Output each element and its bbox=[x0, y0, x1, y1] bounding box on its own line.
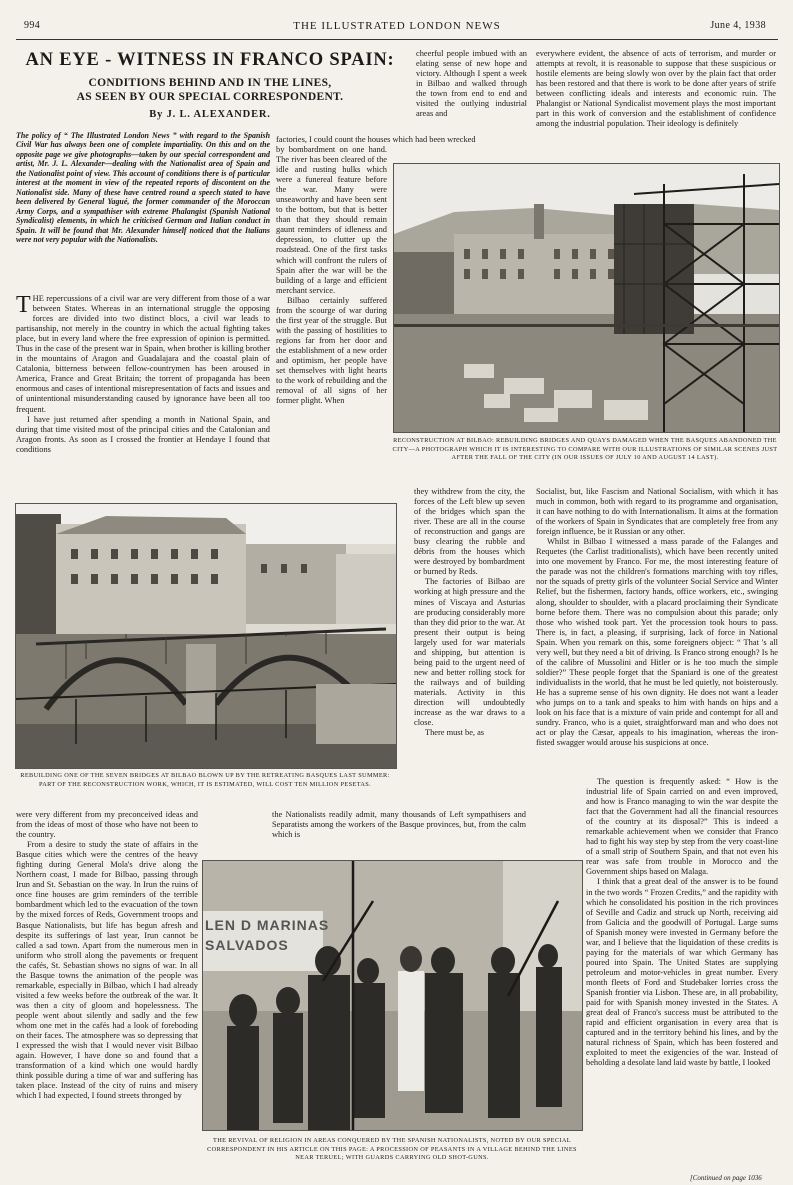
photo-religious-procession bbox=[202, 860, 583, 1131]
middle-column-paragraph-1: they withdrew from the city, the forces of the Left blew up seven of the bridges which span the river. These are all in the course of reconstruction and gangs are busy clearing the rubble and débris from the houses which were destroyed by bombardment or burned by Reds. bbox=[414, 487, 525, 577]
caption-photo-3: THE REVIVAL OF RELIGION IN AREAS CONQUERED BY THE SPANISH NATIONALISTS, NOTED BY OUR SPECIAL CORRESPONDENT IN HIS ARTICLE ON THIS PAGE: A PROCESSION OF PEASANTS IN A VILLAGE BEHIND THE LINES NEAR TERUEL; WITH GUARDS CARRYING OLD SHOT-GUNS. bbox=[207, 1137, 577, 1162]
column-2-paragraph-1: by bombardment on one hand. The river has been cleared of the idle and rusting hulks which were a funereal feature before the war. Many were unseaworthy and have been sent to the bottom, but that is better than that they should remain gaunt reminders of idleness and depression, to clutter up the roadstead. One of the first tasks which will confront the rulers of Spain after the war will be the building of a large and efficient merchant service. bbox=[276, 145, 387, 295]
middle-column-text bbox=[414, 487, 525, 738]
lower-left-column-text bbox=[16, 810, 198, 1101]
column-2-paragraph-2: Bilbao certainly suffered from the scourge of war during the first year of the struggle. But with the passing of hostilities to regions far from her door and the establishment of a new order and optimism, her people have set themselves with light hearts to the work of rebuilding and the removal of all signs of her former plight. When bbox=[276, 295, 387, 406]
intro-paragraph: The policy of “ The Illustrated London News ” with regard to the Spanish Civil War has always been one of complete impartiality. On this and on the opposite page we give photographs—taken by our special correspondent and artist, Mr. J. L. Alexander—dealing with the Nationalist area of Spain and the Nationalist point of view. This account of conditions there is of particular interest at the moment in view of the repeated reports of discontent on the Nationalist side. Many of these have centred round a speech stated to have been delivered by General Yagué, the former commander of the Moroccan Army Corps, and a sympathiser with extreme Phalangist (Spanish National Syndicalist) elements, in which he criticised German and Italian conduct in Spain. It will be found that Mr. Alexander himself noticed that the Italians were not very popular with the Nationalists. bbox=[16, 131, 270, 244]
photo-bilbao-reconstruction bbox=[393, 163, 780, 433]
page-number: 994 bbox=[24, 20, 41, 31]
caption-photo-1: RECONSTRUCTION AT BILBAO: REBUILDING BRIDGES AND QUAYS DAMAGED WHEN THE BASQUES ABANDONED THE CITY—A PHOTOGRAPH WHICH IT IS INTERESTING TO COMPARE WITH OUR ILLUSTRATIONS OF SIMILAR SCENES JUST AFTER THE FALL OF THE CITY (IN OUR ISSUES OF JULY 10 AND AUGUST 14 LAST). bbox=[392, 437, 778, 462]
right-column-paragraph-3: The question is frequently asked: “ How is the industrial life of Spain carried on and even improved, and how is Franco managing to win the war despite the fact that the Government had all the financial resources of the country at its disposal?” This is indeed a remarkable achievement when we consider that Franco had to fight his way step by step from the very coast-line of a small strip of Southern Spain, and that not even his rear was safe from trouble in Morocco and the Government ships based on Malaga. bbox=[586, 777, 778, 877]
lower-left-paragraph-2: From a desire to study the state of affairs in the Basque cities which were the centres of the heavy fighting during General Mola's drive along the Northern coast, I made for Bilbao, passing through Irun and St. Sebastian on the way. In Irun the ruins of once fine houses are grim reminders of the terrible bombardment which led to the evacuation of the town by the mixed forces of Reds, Government troops and Basque Nationalists, but life has begun afresh and despite its sufferings of last year, Irun cannot be called a sad town. Apart from the numerous men in uniform who stroll along the pavements or frequent the cafés, St. Sebastian shows no signs of war. In all the Basque towns the animation of the people was remarkable, especially in Bilbao, which I had already visited a few weeks before the outbreak of the war. It was then a city of gloom and hopelessness. The people went about silently and sadly and the few whom one met in the cafés had a look of foreboding on their faces. The atmosphere was so depressing that I expressed the wish that I would never visit Bilbao again. However, I have done so and found that a transformation of a kind which one would hardly think possible during a time of war and suffering has taken place. Instead of the city of ruins and misery which I had expected, I found streets thronged by bbox=[16, 840, 198, 1101]
drop-cap: T bbox=[16, 292, 31, 318]
title-block bbox=[16, 49, 404, 120]
photo-bilbao-bridge bbox=[15, 503, 397, 769]
column-1-text bbox=[16, 294, 270, 455]
banner-line-2: SALVADOS bbox=[205, 937, 289, 953]
page-header bbox=[16, 14, 778, 36]
middle-column-tail: There must be, as bbox=[425, 728, 485, 738]
publication-name: THE ILLUSTRATED LONDON NEWS bbox=[293, 20, 501, 32]
issue-date: June 4, 1938 bbox=[710, 20, 766, 31]
caption-photo-2: REBUILDING ONE OF THE SEVEN BRIDGES AT BILBAO BLOWN UP BY THE RETREATING BASQUES LAST SUMMER: PART OF THE RECONSTRUCTION WORK, WHICH, IT IS ESTIMATED, WILL COST TEN MILLION PESETAS. bbox=[20, 772, 390, 788]
column-2-top-text: cheerful people imbued with an elating sense of new hope and victory. Although I spent a week in Bilbao and walked through the town from end to end and visited the outlying industrial areas and bbox=[416, 49, 527, 119]
right-column-continuation bbox=[586, 777, 778, 1068]
procession-banner bbox=[205, 915, 329, 955]
right-column-text bbox=[536, 487, 778, 748]
column-2-text bbox=[276, 145, 387, 406]
header-rule bbox=[16, 39, 778, 40]
column-3-top-text: everywhere evident, the absence of acts of terrorism, and murder or attempts at revolt, it is reasonable to suppose that these suspicious or hostile elements are being slowly won over by the plain fact that order has been restored and that there is work to be done after years of strife between conflicting ideals and interests and economic ruin. The Phalangist or National Syndicalist movement plays the most important part in this work of conversion and the establishment of confidence among the industrial population. Their ideology is definitely bbox=[536, 49, 776, 129]
article-subtitle-2: AS SEEN BY OUR SPECIAL CORRESPONDENT. bbox=[76, 91, 344, 103]
column-1-paragraph-1: HE repercussions of a civil war are very different from those of a war between States. Whereas in an international struggle the opposing forces are divided into two distinct blocs, a civil war leads to partisanship, not merely in the country in which the actual fighting takes place, but in every land where the free expression of opinion is permitted. Thus in the case of the present war in Spain, when brother is killing brother in the mountains of Aragon and Guadalajara and the coastal plain of Catalonia, bitterness between fellow-countrymen has been aroused in America, France and Great Britain; the torrent of propaganda has been enormous and cases of intentional misrepresentation of facts and issues and of unintentional misunderstanding caused by ignorance have been all too frequent. bbox=[16, 294, 270, 414]
column-2-wide-line: factories, I could count the houses which had been wrecked bbox=[276, 135, 476, 144]
banner-line-1: LEN D MARINAS bbox=[205, 917, 330, 933]
byline: By J. L. ALEXANDER. bbox=[149, 109, 271, 120]
article-title: AN EYE - WITNESS IN FRANCO SPAIN: bbox=[25, 50, 395, 70]
middle-column-paragraph-2: The factories of Bilbao are working at high pressure and the mines of Viscaya and Asturias are producing considerably more than they did prior to the war. At present their output is being largely used for war materials and shipping, but attention is being paid to the urgent need of new and better rolling stock for the railways and of building materials. Activity in this direction will undoubtedly increase as the war draws to a close. bbox=[414, 577, 525, 728]
continued-note: [Continued on page 1036 bbox=[690, 1174, 762, 1182]
right-column-paragraph-4: I think that a great deal of the answer is to be found in the two words “ Frozen Credits,” and the rapidity with which he consolidated his position in the rich provinces of Seville and Cadiz and struck up North, receiving aid from Galicia and the goodwill of Portugal. Large sums of Spanish money were invested in Germany before the war, and I believe that the liquidation of these credits is paying for the materials of war which Germany has poured into Spain. The United States are supplying petroleum and motor-vehicles in great number. Every month fleets of Ford and Studebaker lorries cross the Spanish frontier via Lisbon. These are, in all probability, paid for with Spanish money invested in the States. A great deal of Franco's success must be attributed to the rapid and efficient organisation in every area that is captured and in the territory behind his lines, and by the natural richness of Spain, which has been fostered and exploited to meet the exigencies of the war. Instead of beholding a desolate land laid waste by battle, I looked bbox=[586, 877, 778, 1068]
lower-middle-text: the Nationalists readily admit, many thousands of Left sympathisers and Separatists among the workers of the Basque provinces, but, from the calm which is bbox=[272, 810, 526, 840]
right-column-paragraph-1: Socialist, but, like Fascism and National Socialism, with which it has much in common, both with regard to its programme and organisation, it can have nothing to do with Internationalism. It aims at the formation of the workers of Spain in Syndicates that are completely free from any foreign influence, be it Russian or any other. bbox=[536, 487, 778, 537]
right-column-paragraph-2: Whilst in Bilbao I witnessed a mass parade of the Falanges and Requetes (the Carlist traditionalists), which have been recently united into one movement by Franco. For me, the most interesting feature of the parade was not the children's formations marching with toy rifles, nor the squads of pretty girls of the volunteer Social Service and Winter Relief, but the fishermen, factory hands, office workers, etc., swinging along, shoulder to shoulder, with a placard proclaiming their Syndicate borne before them. There was no compulsion about this parade; only those who wished took part. Yet the procession took hours to pass. There is, in fact, a pleasing, if surprising, lack of force in National Spain. When you remark on this, some foreigners object: “ That 's all very well, but they need a bit of driving. Is Franco strong enough? Is he of the calibre of Mussolini and Hitler or is he too much the simple soldier?” These people forget that the Spaniard is one of the greatest individualists in the world, that he must be led quietly, not boisterously. He has a supreme sense of his own dignity. He does not want a leader who jumps on to a tank and speaks to him with hands on hips and a look on his face that is a mixture of vain pride and contempt for all and sundry. Franco, who is a quiet, straightforward man and who does not act or play the Cæsar, appeals to his imagination, whereas the iron-fisted swagger would arouse his suspicions at once. bbox=[536, 537, 778, 748]
article-subtitle-1: CONDITIONS BEHIND AND IN THE LINES, bbox=[88, 77, 332, 89]
column-1-paragraph-2: I have just returned after spending a month in National Spain, and during that time visited most of the principal cities and the Catalonian and Aragon fronts. As soon as I crossed the frontier at Hendaye I found that conditions bbox=[16, 414, 270, 454]
lower-left-paragraph-1: were very different from my preconceived ideas and from the ideas of most of those who have not been to the country. bbox=[16, 810, 198, 840]
